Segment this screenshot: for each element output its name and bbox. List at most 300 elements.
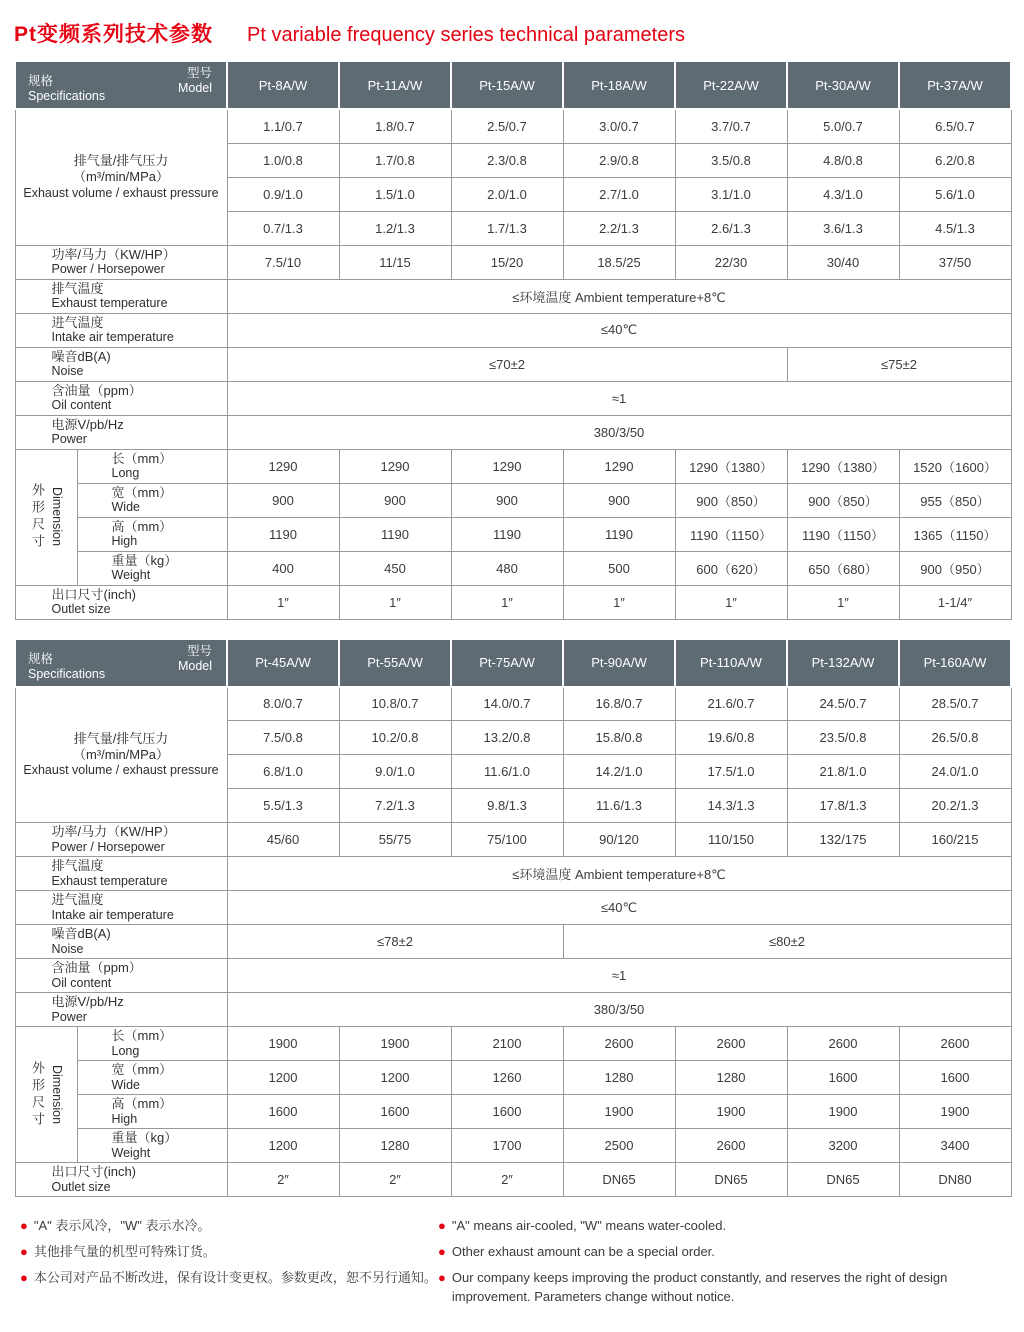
merged-value-cell: 380/3/50 bbox=[227, 993, 1011, 1027]
merged-value-cell: ≤环境温度 Ambient temperature+8℃ bbox=[227, 279, 1011, 313]
table-body bbox=[15, 109, 1011, 619]
spec-label-zh: 噪音dB(A) bbox=[51, 926, 111, 942]
dimension-label-en: Dimension bbox=[50, 487, 64, 547]
value-cell: 7.2/1.3 bbox=[339, 789, 451, 823]
spec-label-en: Power bbox=[51, 432, 87, 447]
merged-value-cell: ≈1 bbox=[227, 959, 1011, 993]
merged-value-cell: ≤环境温度 Ambient temperature+8℃ bbox=[227, 857, 1011, 891]
value-cell: DN65 bbox=[563, 1163, 675, 1197]
value-cell: 1190 bbox=[227, 517, 339, 551]
value-cell: 10.2/0.8 bbox=[339, 721, 451, 755]
value-cell: 6.8/1.0 bbox=[227, 755, 339, 789]
value-cell: 18.5/25 bbox=[563, 245, 675, 279]
spec-label-en: Intake air temperature bbox=[51, 907, 174, 922]
value-cell: 480 bbox=[451, 551, 563, 585]
value-cell: 955（850） bbox=[899, 483, 1011, 517]
table-row bbox=[15, 313, 1011, 347]
spec-row-label bbox=[15, 415, 227, 449]
spec-label-en: Wide bbox=[111, 500, 140, 515]
merged-value-cell: ≤40℃ bbox=[227, 891, 1011, 925]
value-cell: 5.6/1.0 bbox=[899, 177, 1011, 211]
value-cell: 3.0/0.7 bbox=[563, 109, 675, 143]
value-cell: 3200 bbox=[787, 1129, 899, 1163]
value-cell: 24.5/0.7 bbox=[787, 687, 899, 721]
table-header bbox=[15, 639, 1011, 687]
value-cell: 1600 bbox=[339, 1095, 451, 1129]
dimension-sub-label bbox=[77, 1027, 227, 1061]
value-cell: 6.5/0.7 bbox=[899, 109, 1011, 143]
merged-value-cell: ≤70±2 bbox=[227, 347, 787, 381]
value-cell: 4.5/1.3 bbox=[899, 211, 1011, 245]
dimension-sub-label bbox=[77, 1129, 227, 1163]
dimension-sub-label bbox=[77, 483, 227, 517]
merged-value-cell: ≤75±2 bbox=[787, 347, 1011, 381]
value-cell: 28.5/0.7 bbox=[899, 687, 1011, 721]
model-header-cell: Pt-160A/W bbox=[899, 639, 1011, 687]
spec-label-en: Noise bbox=[51, 941, 84, 956]
spec-row-label bbox=[15, 313, 227, 347]
value-cell: 900 bbox=[563, 483, 675, 517]
spec-label-zh: 宽（mm） bbox=[111, 484, 173, 500]
spec-row-label bbox=[15, 891, 227, 925]
value-cell: 1.2/1.3 bbox=[339, 211, 451, 245]
spec-label-zh: 规格 bbox=[28, 651, 54, 666]
value-cell: 900 bbox=[451, 483, 563, 517]
value-cell: 1.7/1.3 bbox=[451, 211, 563, 245]
value-cell: 132/175 bbox=[787, 823, 899, 857]
value-cell: 15.8/0.8 bbox=[563, 721, 675, 755]
footnote-item bbox=[20, 1269, 438, 1288]
value-cell: 55/75 bbox=[339, 823, 451, 857]
spec-label-zh: 规格 bbox=[28, 74, 54, 88]
value-cell: 3.1/1.0 bbox=[675, 177, 787, 211]
value-cell: 2″ bbox=[227, 1163, 339, 1197]
spec-row-label bbox=[15, 347, 227, 381]
model-header-cell: Pt-15A/W bbox=[451, 61, 563, 109]
table-row bbox=[15, 517, 1011, 551]
footnote-text: 本公司对产品不断改进，保有设计变更权。参数更改，恕不另行通知。 bbox=[33, 1269, 437, 1285]
value-cell: 1260 bbox=[451, 1061, 563, 1095]
spec-label-zh: 进气温度 bbox=[51, 314, 104, 330]
value-cell: 1900 bbox=[675, 1095, 787, 1129]
spec-label-zh: 高（mm） bbox=[111, 518, 173, 534]
dimension-sub-label bbox=[77, 449, 227, 483]
value-cell: 1200 bbox=[339, 1061, 451, 1095]
value-cell: DN80 bbox=[899, 1163, 1011, 1197]
table-row bbox=[15, 993, 1011, 1027]
model-header-cell: Pt-30A/W bbox=[787, 61, 899, 109]
volume-label-unit: （m³/min/MPa） bbox=[72, 169, 170, 185]
value-cell: 900（850） bbox=[675, 483, 787, 517]
table-row bbox=[15, 347, 1011, 381]
value-cell: 21.8/1.0 bbox=[787, 755, 899, 789]
spec-label-zh: 含油量（ppm） bbox=[51, 382, 142, 398]
merged-value-cell: ≤78±2 bbox=[227, 925, 563, 959]
value-cell: 45/60 bbox=[227, 823, 339, 857]
value-cell: 5.5/1.3 bbox=[227, 789, 339, 823]
value-cell: 1-1/4″ bbox=[899, 585, 1011, 619]
model-header-cell: Pt-11A/W bbox=[339, 61, 451, 109]
spec-label-zh: 重量（kg） bbox=[111, 1130, 178, 1146]
value-cell: 1600 bbox=[227, 1095, 339, 1129]
footnote-item bbox=[438, 1269, 1010, 1307]
value-cell: 1190 bbox=[563, 517, 675, 551]
footnote-text: 其他排气量的机型可特殊订货。 bbox=[33, 1243, 216, 1259]
spec-label-en: Oil content bbox=[51, 398, 112, 413]
value-cell: 600（620） bbox=[675, 551, 787, 585]
value-cell: 2600 bbox=[899, 1027, 1011, 1061]
value-cell: 3.5/0.8 bbox=[675, 143, 787, 177]
spec-label-en: Intake air temperature bbox=[51, 330, 174, 345]
spec-label-en: Power / Horsepower bbox=[51, 262, 165, 277]
page-title bbox=[14, 18, 1024, 48]
value-cell: 2600 bbox=[675, 1027, 787, 1061]
spec-label-en: Outlet size bbox=[51, 602, 111, 617]
spec-label-zh: 噪音dB(A) bbox=[51, 348, 111, 364]
value-cell: 6.2/0.8 bbox=[899, 143, 1011, 177]
spec-row-label bbox=[15, 857, 227, 891]
table-row bbox=[15, 891, 1011, 925]
value-cell: 2.2/1.3 bbox=[563, 211, 675, 245]
model-header-cell: Pt-8A/W bbox=[227, 61, 339, 109]
model-label-en: Model bbox=[177, 658, 212, 673]
value-cell: 11.6/1.0 bbox=[451, 755, 563, 789]
value-cell: DN65 bbox=[787, 1163, 899, 1197]
value-cell: 10.8/0.7 bbox=[339, 687, 451, 721]
volume-label-en: Exhaust volume / exhaust pressure bbox=[23, 763, 219, 778]
value-cell: 7.5/10 bbox=[227, 245, 339, 279]
footnote-item bbox=[20, 1217, 438, 1236]
table-row bbox=[15, 1129, 1011, 1163]
value-cell: 2.7/1.0 bbox=[563, 177, 675, 211]
spec-corner-label bbox=[28, 74, 105, 104]
table-row bbox=[15, 687, 1011, 721]
value-cell: 75/100 bbox=[451, 823, 563, 857]
table-row bbox=[15, 449, 1011, 483]
table-row bbox=[15, 245, 1011, 279]
value-cell: 7.5/0.8 bbox=[227, 721, 339, 755]
model-label-zh: 型号 bbox=[186, 66, 212, 80]
value-cell: 1190 bbox=[451, 517, 563, 551]
params-table-large-models bbox=[14, 638, 1012, 1198]
value-cell: 4.3/1.0 bbox=[787, 177, 899, 211]
value-cell: 14.0/0.7 bbox=[451, 687, 563, 721]
dimension-label-en: Dimension bbox=[50, 1064, 64, 1125]
value-cell: 8.0/0.7 bbox=[227, 687, 339, 721]
spec-label-zh: 功率/马力（KW/HP） bbox=[51, 824, 176, 840]
footnotes-en bbox=[438, 1217, 1010, 1306]
dimension-label-zh: 外形尺寸 bbox=[30, 483, 45, 551]
table-row bbox=[15, 857, 1011, 891]
spec-label-zh: 排气温度 bbox=[51, 858, 104, 874]
value-cell: 26.5/0.8 bbox=[899, 721, 1011, 755]
spec-row-label bbox=[15, 993, 227, 1027]
value-cell: 1290 bbox=[227, 449, 339, 483]
spec-label-en: Power / Horsepower bbox=[51, 839, 165, 854]
value-cell: 2600 bbox=[787, 1027, 899, 1061]
value-cell: 900（850） bbox=[787, 483, 899, 517]
value-cell: 16.8/0.7 bbox=[563, 687, 675, 721]
value-cell: 14.3/1.3 bbox=[675, 789, 787, 823]
value-cell: 1″ bbox=[675, 585, 787, 619]
table-row bbox=[15, 415, 1011, 449]
value-cell: 1280 bbox=[563, 1061, 675, 1095]
dimension-group-label bbox=[15, 1027, 77, 1163]
value-cell: 11/15 bbox=[339, 245, 451, 279]
value-cell: 1290 bbox=[339, 449, 451, 483]
value-cell: 2.6/1.3 bbox=[675, 211, 787, 245]
value-cell: 1.1/0.7 bbox=[227, 109, 339, 143]
spec-row-label bbox=[15, 279, 227, 313]
value-cell: 11.6/1.3 bbox=[563, 789, 675, 823]
spec-label-zh: 排气温度 bbox=[51, 280, 104, 296]
value-cell: 160/215 bbox=[899, 823, 1011, 857]
value-cell: 4.8/0.8 bbox=[787, 143, 899, 177]
value-cell: 1600 bbox=[787, 1061, 899, 1095]
table-row bbox=[15, 551, 1011, 585]
value-cell: 2100 bbox=[451, 1027, 563, 1061]
spec-label-zh: 出口尺寸(inch) bbox=[51, 1164, 137, 1180]
spec-label-zh: 宽（mm） bbox=[111, 1062, 173, 1078]
spec-label-en: Power bbox=[51, 1009, 87, 1024]
value-cell: 1280 bbox=[675, 1061, 787, 1095]
spec-label-en: Outlet size bbox=[51, 1179, 111, 1194]
model-header-cell: Pt-110A/W bbox=[675, 639, 787, 687]
value-cell: 2600 bbox=[563, 1027, 675, 1061]
model-corner-label bbox=[178, 644, 212, 674]
footnote-text: "A" 表示风冷，"W" 表示水冷。 bbox=[33, 1218, 211, 1233]
table-row bbox=[15, 109, 1011, 143]
value-cell: 1520（1600） bbox=[899, 449, 1011, 483]
value-cell: 1200 bbox=[227, 1129, 339, 1163]
footnote-text: Other exhaust amount can be a special order. bbox=[451, 1243, 715, 1259]
spec-label-zh: 含油量（ppm） bbox=[51, 960, 142, 976]
table-row bbox=[15, 1061, 1011, 1095]
model-header-cell: Pt-22A/W bbox=[675, 61, 787, 109]
table-row bbox=[15, 1095, 1011, 1129]
value-cell: 1700 bbox=[451, 1129, 563, 1163]
model-label-en: Model bbox=[177, 81, 212, 95]
model-header-cell: Pt-37A/W bbox=[899, 61, 1011, 109]
spec-label-zh: 电源V/pb/Hz bbox=[51, 416, 124, 432]
bullet-icon: ● bbox=[438, 1269, 446, 1285]
value-cell: 1900 bbox=[787, 1095, 899, 1129]
footnotes-zh bbox=[20, 1217, 438, 1306]
value-cell: 1365（1150） bbox=[899, 517, 1011, 551]
value-cell: 15/20 bbox=[451, 245, 563, 279]
value-cell: 1900 bbox=[227, 1027, 339, 1061]
spec-label-en: Long bbox=[111, 466, 140, 481]
value-cell: 1600 bbox=[451, 1095, 563, 1129]
table-row bbox=[15, 1163, 1011, 1197]
value-cell: 2500 bbox=[563, 1129, 675, 1163]
value-cell: 2″ bbox=[339, 1163, 451, 1197]
spec-label-en: Specifications bbox=[28, 666, 106, 681]
value-cell: 9.8/1.3 bbox=[451, 789, 563, 823]
value-cell: 1900 bbox=[563, 1095, 675, 1129]
spec-label-zh: 出口尺寸(inch) bbox=[51, 586, 137, 602]
power-horsepower-label bbox=[15, 823, 227, 857]
value-cell: 13.2/0.8 bbox=[451, 721, 563, 755]
footnote-item bbox=[438, 1243, 1010, 1262]
spec-label-zh: 进气温度 bbox=[51, 892, 104, 908]
spec-label-zh: 重量（kg） bbox=[111, 552, 178, 568]
value-cell: 1600 bbox=[899, 1061, 1011, 1095]
model-header-cell: Pt-90A/W bbox=[563, 639, 675, 687]
value-cell: 24.0/1.0 bbox=[899, 755, 1011, 789]
value-cell: 900 bbox=[339, 483, 451, 517]
value-cell: 23.5/0.8 bbox=[787, 721, 899, 755]
value-cell: 1″ bbox=[787, 585, 899, 619]
spec-label-en: High bbox=[111, 534, 138, 549]
spec-label-en: Wide bbox=[111, 1077, 140, 1092]
value-cell: 1280 bbox=[339, 1129, 451, 1163]
value-cell: 1190 bbox=[339, 517, 451, 551]
merged-value-cell: ≤40℃ bbox=[227, 313, 1011, 347]
spec-model-corner-cell bbox=[15, 61, 227, 109]
spec-label-en: Weight bbox=[111, 1145, 151, 1160]
value-cell: 0.7/1.3 bbox=[227, 211, 339, 245]
model-header-cell: Pt-132A/W bbox=[787, 639, 899, 687]
footnotes bbox=[20, 1217, 1010, 1306]
merged-value-cell: ≈1 bbox=[227, 381, 1011, 415]
table-body bbox=[15, 687, 1011, 1197]
value-cell: 1″ bbox=[451, 585, 563, 619]
bullet-icon: ● bbox=[438, 1218, 446, 1233]
value-cell: 110/150 bbox=[675, 823, 787, 857]
volume-pressure-label bbox=[15, 109, 227, 245]
spec-row-label bbox=[15, 959, 227, 993]
value-cell: 3.7/0.7 bbox=[675, 109, 787, 143]
dimension-group-label bbox=[15, 449, 77, 585]
dimension-sub-label bbox=[77, 1095, 227, 1129]
value-cell: 1.7/0.8 bbox=[339, 143, 451, 177]
table-row bbox=[15, 483, 1011, 517]
value-cell: 14.2/1.0 bbox=[563, 755, 675, 789]
bullet-icon: ● bbox=[438, 1243, 446, 1259]
value-cell: 400 bbox=[227, 551, 339, 585]
value-cell: 1.8/0.7 bbox=[339, 109, 451, 143]
volume-label-en: Exhaust volume / exhaust pressure bbox=[23, 185, 219, 200]
dimension-sub-label bbox=[77, 551, 227, 585]
value-cell: 1.5/1.0 bbox=[339, 177, 451, 211]
value-cell: 1200 bbox=[227, 1061, 339, 1095]
value-cell: 22/30 bbox=[675, 245, 787, 279]
value-cell: 2″ bbox=[451, 1163, 563, 1197]
outlet-size-label bbox=[15, 585, 227, 619]
header-row bbox=[15, 639, 1011, 687]
merged-value-cell: ≤80±2 bbox=[563, 925, 1011, 959]
spec-row-label bbox=[15, 381, 227, 415]
spec-label-en: Specifications bbox=[28, 89, 106, 103]
model-label-zh: 型号 bbox=[186, 643, 212, 658]
table-header bbox=[15, 61, 1011, 109]
value-cell: 1290 bbox=[563, 449, 675, 483]
model-header-cell: Pt-75A/W bbox=[451, 639, 563, 687]
spec-label-zh: 功率/马力（KW/HP） bbox=[51, 246, 176, 262]
value-cell: 19.6/0.8 bbox=[675, 721, 787, 755]
value-cell: 2.0/1.0 bbox=[451, 177, 563, 211]
model-header-cell: Pt-18A/W bbox=[563, 61, 675, 109]
spec-label-zh: 长（mm） bbox=[111, 450, 173, 466]
value-cell: 1190（1150） bbox=[675, 517, 787, 551]
spec-row-label bbox=[15, 925, 227, 959]
value-cell: 90/120 bbox=[563, 823, 675, 857]
table-row bbox=[15, 381, 1011, 415]
value-cell: 17.5/1.0 bbox=[675, 755, 787, 789]
value-cell: 1″ bbox=[563, 585, 675, 619]
spec-label-en: Exhaust temperature bbox=[51, 873, 168, 888]
spec-label-zh: 高（mm） bbox=[111, 1096, 173, 1112]
spec-label-en: Long bbox=[111, 1043, 140, 1058]
value-cell: 20.2/1.3 bbox=[899, 789, 1011, 823]
value-cell: 5.0/0.7 bbox=[787, 109, 899, 143]
value-cell: 1290（1380） bbox=[675, 449, 787, 483]
dimension-sub-label bbox=[77, 1061, 227, 1095]
value-cell: 1290（1380） bbox=[787, 449, 899, 483]
value-cell: 1190（1150） bbox=[787, 517, 899, 551]
value-cell: 17.8/1.3 bbox=[787, 789, 899, 823]
value-cell: 2.9/0.8 bbox=[563, 143, 675, 177]
value-cell: 3400 bbox=[899, 1129, 1011, 1163]
volume-pressure-label bbox=[15, 687, 227, 823]
merged-value-cell: 380/3/50 bbox=[227, 415, 1011, 449]
footnote-item bbox=[20, 1243, 438, 1262]
table-row bbox=[15, 585, 1011, 619]
header-row bbox=[15, 61, 1011, 109]
power-horsepower-label bbox=[15, 245, 227, 279]
bullet-icon: ● bbox=[20, 1243, 28, 1259]
table-row bbox=[15, 959, 1011, 993]
footnote-text: Our company keeps improving the product constantly, and reserves the right of design improvement. Parameters change without notice. bbox=[451, 1269, 948, 1304]
model-corner-label bbox=[178, 66, 212, 96]
spec-corner-label bbox=[28, 652, 105, 682]
value-cell: 1″ bbox=[227, 585, 339, 619]
footnote-text: "A" means air-cooled, "W" means water-cooled. bbox=[451, 1218, 727, 1233]
volume-label-zh: 排气量/排气压力 bbox=[73, 730, 169, 746]
table-row bbox=[15, 279, 1011, 313]
table-row bbox=[15, 823, 1011, 857]
value-cell: 0.9/1.0 bbox=[227, 177, 339, 211]
spec-label-en: High bbox=[111, 1111, 138, 1126]
table-row bbox=[15, 925, 1011, 959]
dimension-label-zh: 外形尺寸 bbox=[30, 1060, 45, 1129]
value-cell: 500 bbox=[563, 551, 675, 585]
value-cell: 650（680） bbox=[787, 551, 899, 585]
value-cell: 900（950） bbox=[899, 551, 1011, 585]
spec-label-zh: 长（mm） bbox=[111, 1028, 173, 1044]
value-cell: 1900 bbox=[899, 1095, 1011, 1129]
value-cell: 900 bbox=[227, 483, 339, 517]
value-cell: 1″ bbox=[339, 585, 451, 619]
value-cell: 9.0/1.0 bbox=[339, 755, 451, 789]
volume-label-unit: （m³/min/MPa） bbox=[72, 746, 170, 762]
value-cell: DN65 bbox=[675, 1163, 787, 1197]
spec-label-en: Exhaust temperature bbox=[51, 296, 168, 311]
page-title-en: Pt variable frequency series technical parameters bbox=[247, 24, 685, 46]
value-cell: 450 bbox=[339, 551, 451, 585]
dimension-sub-label bbox=[77, 517, 227, 551]
value-cell: 2.5/0.7 bbox=[451, 109, 563, 143]
spec-model-corner-cell bbox=[15, 639, 227, 687]
volume-label-zh: 排气量/排气压力 bbox=[73, 153, 169, 169]
value-cell: 1.0/0.8 bbox=[227, 143, 339, 177]
value-cell: 2600 bbox=[675, 1129, 787, 1163]
bullet-icon: ● bbox=[20, 1269, 28, 1285]
value-cell: 1290 bbox=[451, 449, 563, 483]
dimension-label-wrap bbox=[16, 1061, 77, 1129]
value-cell: 1900 bbox=[339, 1027, 451, 1061]
